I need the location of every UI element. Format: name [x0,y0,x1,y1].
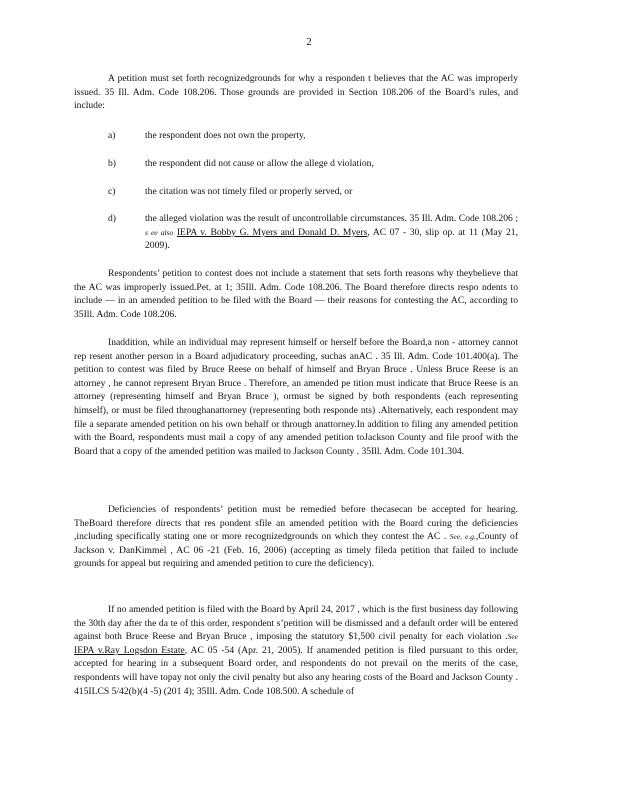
list-item-label: d) [108,213,116,224]
paragraph-text-part: ,County of Jackson v. DanKimmel , AC 06 -21 (Feb. 16, 2006) (accepting as timely fileda petition that failed to include grounds for appeal but requiring and amended petition to cure the deficiency). [74,531,519,570]
paragraph-grounds: A petition must set forth recognizedgrounds for why a responden t believes that the AC was improperly issued. 35 Ill. Adm. Code 108.206. Those grounds are provided in Section 108.206 of the Board’s rules, and include: [74,73,518,112]
page-number: 2 [306,36,312,48]
see-signal: See [507,632,518,642]
list-item-text: the respondent did not cause or allow the allege d violation, [145,158,374,169]
paragraph-representation: Inaddition, while an individual may represent himself or herself before the Board,a non - attorney cannot rep resent another person in a Board adjudicatory proceeding, suchas anAC . 35 Ill. Adm. Code 101.400(a). The petition to contest was filed by Bruce Reese on behalf of himself and Bryan Bruce . Unless Bruce Reese is an attorney , he cannot represent Bryan Bruce . Therefore, an amended pe tition must indicate that Bruce Reese is an attorney (representing himself and Bryan Bruce ), ormust be signed by both respondents (each representing himself), or must be filed throughanattorney (representing both responde nts) .Alternatively, each respondent may file a separate amended petition on his own behalf or through anattorney.In addition to filing any amended petition with the Board, respondents must mail a copy of any amended petition toJackson County and file proof with the Board that a copy of the amended petition was mailed to Jackson County . 35Ill. Adm. Code 101.304. [74,337,518,457]
list-item-text-part: the alleged violation was the result of uncontrollable circumstances. 35 Ill. Adm. Code 108.206 ; [145,213,518,224]
see-also-signal: s ee also [145,227,174,237]
paragraph-deficiencies [74,503,518,571]
list-item-text: the citation was not timely filed or properly served, or [145,186,353,197]
paragraph-missing-reasons: Respondents’ petition to contest does not include a statement that sets forth reasons why theybelieve that the AC was improperly issued.Pet. at 1; 35Ill. Adm. Code 108.206. The Board therefore directs respo ndents to include — in an amended petition to be filed with the Board — their reasons for contesting the AC, according to 35Ill. Adm. Code 108.206. [74,268,518,320]
list-item-label: a) [108,130,116,141]
paragraph-text-part: Deficiencies of respondents’ petition must be remedied before thecasecan be accepted for hearing. TheBoard therefore directs that res pondent sfile an amended petition with the Board curing the deficiencies ,including specifically stating one or more recognizedgrounds on which they contest the AC . [74,504,518,543]
list-item-text: the respondent does not own the property, [145,130,306,141]
list-item-label: b) [108,158,116,169]
see-signal: See, e.g. [449,532,476,542]
paragraph-text-part: , AC 05 -54 (Apr. 21, 2005). If anamended petition is filed pursuant to this order, accepted for hearing in a subsequent Board order, and respondents do not prevail on the merits of the case, respondents will have topay not only the civil penalty but also any hearing costs of the Board and Jackson County . 415ILCS 5/42(b)(4 -5) (201 4); 35Ill. Adm. Code 108.500. A schedule of [74,644,518,697]
paragraph-text-part: If no amended petition is filed with the Board by April 24, 2017 , which is the first business day following the 30th day after the da te of this order, respondent s’petition will be dismissed and a default order will be entered against both Bruce Reese and Bryan Bruce , imposing the statutory $1,500 civil penalty for each violation . [74,604,518,643]
paragraph-default-order [74,603,518,698]
list-item-label: c) [108,186,116,197]
case-citation: IEPA v.Ray Logsdon Estate [74,644,185,656]
list-item-text-part: , AC 07 - 30, slip op. at 11 (May 21, 2009). [145,226,518,252]
case-citation: IEPA v. Bobby G. Myers and Donald D. Myers [176,226,368,238]
list-item-text [145,212,518,253]
